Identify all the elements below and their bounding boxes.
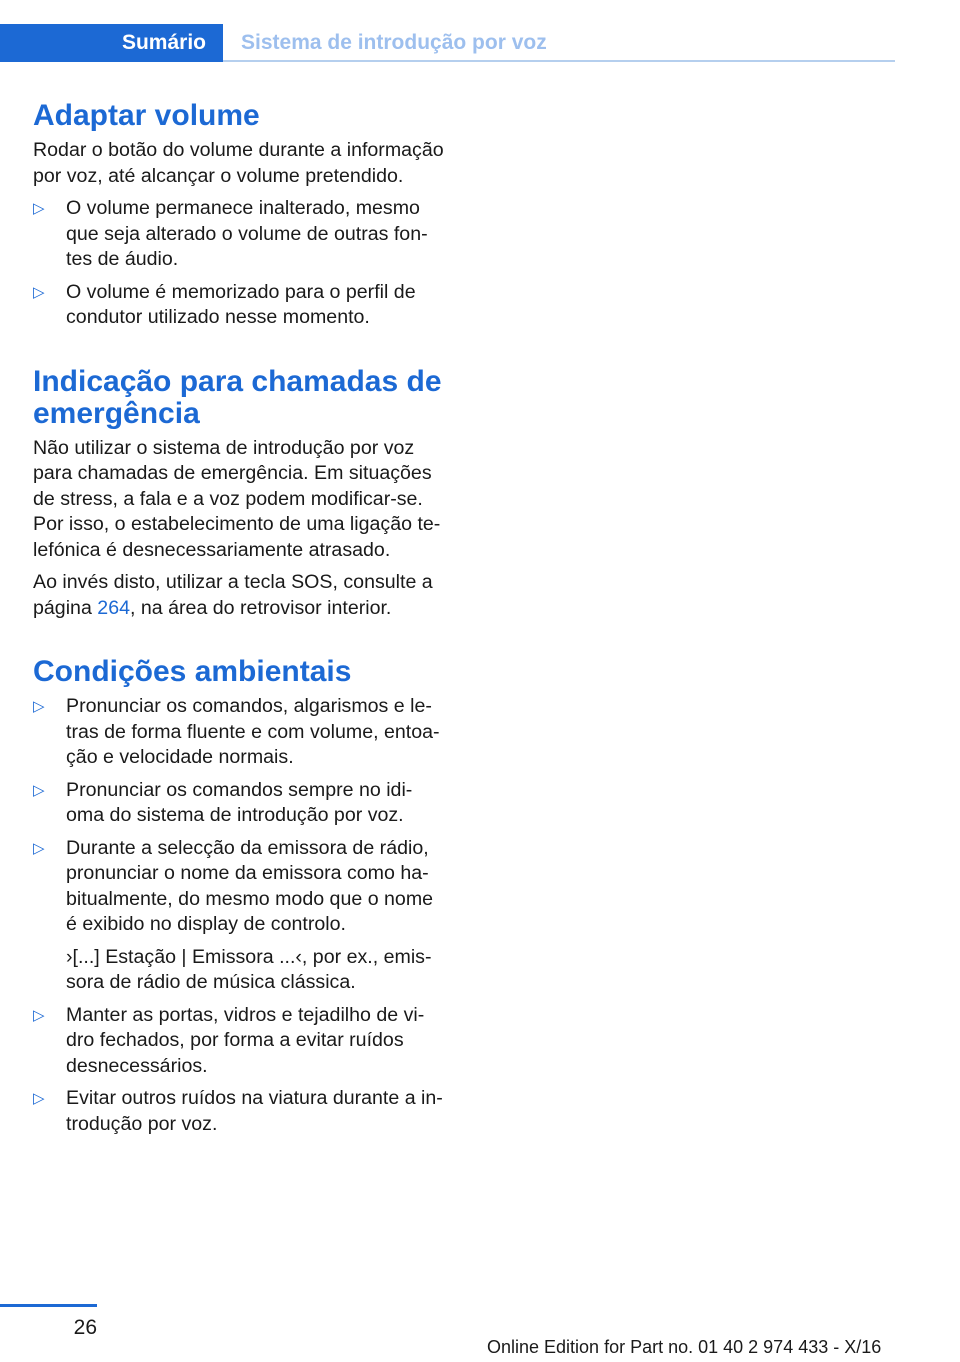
tab-summary[interactable] [0, 24, 223, 62]
list-item [33, 1086, 449, 1137]
emergency-text-before: Ao invés disto, utilizar a tecla SOS, consulte a página [33, 571, 433, 619]
footer-divider [0, 1304, 97, 1307]
volume-list [33, 196, 449, 331]
list-item-text: Durante a selecção da emissora de rádio, pronunciar o nome da emissora como ha-bitualmente, do mesmo modo que o nome é exibido no display de controlo. [66, 836, 434, 935]
list-item-text: Manter as portas, vidros e tejadilho de vi-dro fechados, por forma a evitar ruídos desnecessários. [66, 1003, 425, 1077]
list-item [33, 196, 449, 273]
list-item-text: Pronunciar os comandos, algarismos e le-tras de forma fluente e com volume, entoa-ção e velocidade normais. [66, 695, 440, 768]
volume-intro: Rodar o botão do volume durante a informação por voz, até alcançar o volume pretendido. [33, 139, 444, 187]
list-item-text: Evitar outros ruídos na viatura durante a in-trodução por voz. [66, 1087, 443, 1135]
page-number: 26 [73, 1316, 97, 1339]
emergency-paragraph-2 [33, 570, 449, 621]
section-title-ambient: Condições ambientais [33, 655, 352, 688]
page-link-264[interactable]: 264 [97, 596, 130, 619]
list-item-text: O volume permanece inalterado, mesmo que seja alterado o volume de outras fon-tes de áudio. [66, 197, 428, 270]
edition-note: Online Edition for Part no. 01 40 2 974 433 - X/16 [487, 1337, 882, 1357]
list-item [33, 836, 449, 996]
list-item [33, 778, 449, 829]
bullet-triangle-icon: ▷ [33, 839, 45, 857]
section-title-volume: Adaptar volume [33, 99, 260, 132]
bullet-triangle-icon: ▷ [33, 200, 45, 217]
bullet-triangle-icon: ▷ [33, 1090, 45, 1107]
bullet-triangle-icon: ▷ [33, 1006, 45, 1024]
bullet-triangle-icon: ▷ [33, 698, 45, 715]
bullet-triangle-icon: ▷ [33, 283, 45, 301]
tab-summary-label: Sumário [121, 31, 206, 54]
emergency-text-after: , na área do retrovisor interior. [130, 596, 392, 619]
voice-command-example: ›[...] Estação | Emissora ...‹, por ex., emis-sora de rádio de música clássica. [66, 945, 432, 993]
tab-section[interactable] [241, 24, 547, 62]
top-navigation [0, 0, 895, 62]
header-divider [223, 60, 895, 62]
content-column [33, 100, 449, 1144]
list-item [33, 280, 449, 331]
emergency-paragraph-1: Não utilizar o sistema de introdução por voz para chamadas de emergência. Em situações de stress, a fala e a voz podem modificar-se. Por isso, o estabelecimento de uma ligação te-lefónica é desnecessariamente atrasado. [33, 436, 441, 561]
list-item [33, 1003, 449, 1080]
list-item-text: Pronunciar os comandos sempre no idi-oma do sistema de introdução por voz. [66, 778, 413, 826]
ambient-list [33, 694, 449, 1137]
section-title-emergency: Indicação para chamadas de emergência [33, 364, 442, 430]
list-item-text: O volume é memorizado para o perfil de condutor utilizado nesse momento. [66, 280, 416, 328]
bullet-triangle-icon: ▷ [33, 781, 45, 799]
tab-section-label: Sistema de introdução por voz [241, 31, 547, 54]
list-item [33, 694, 449, 771]
